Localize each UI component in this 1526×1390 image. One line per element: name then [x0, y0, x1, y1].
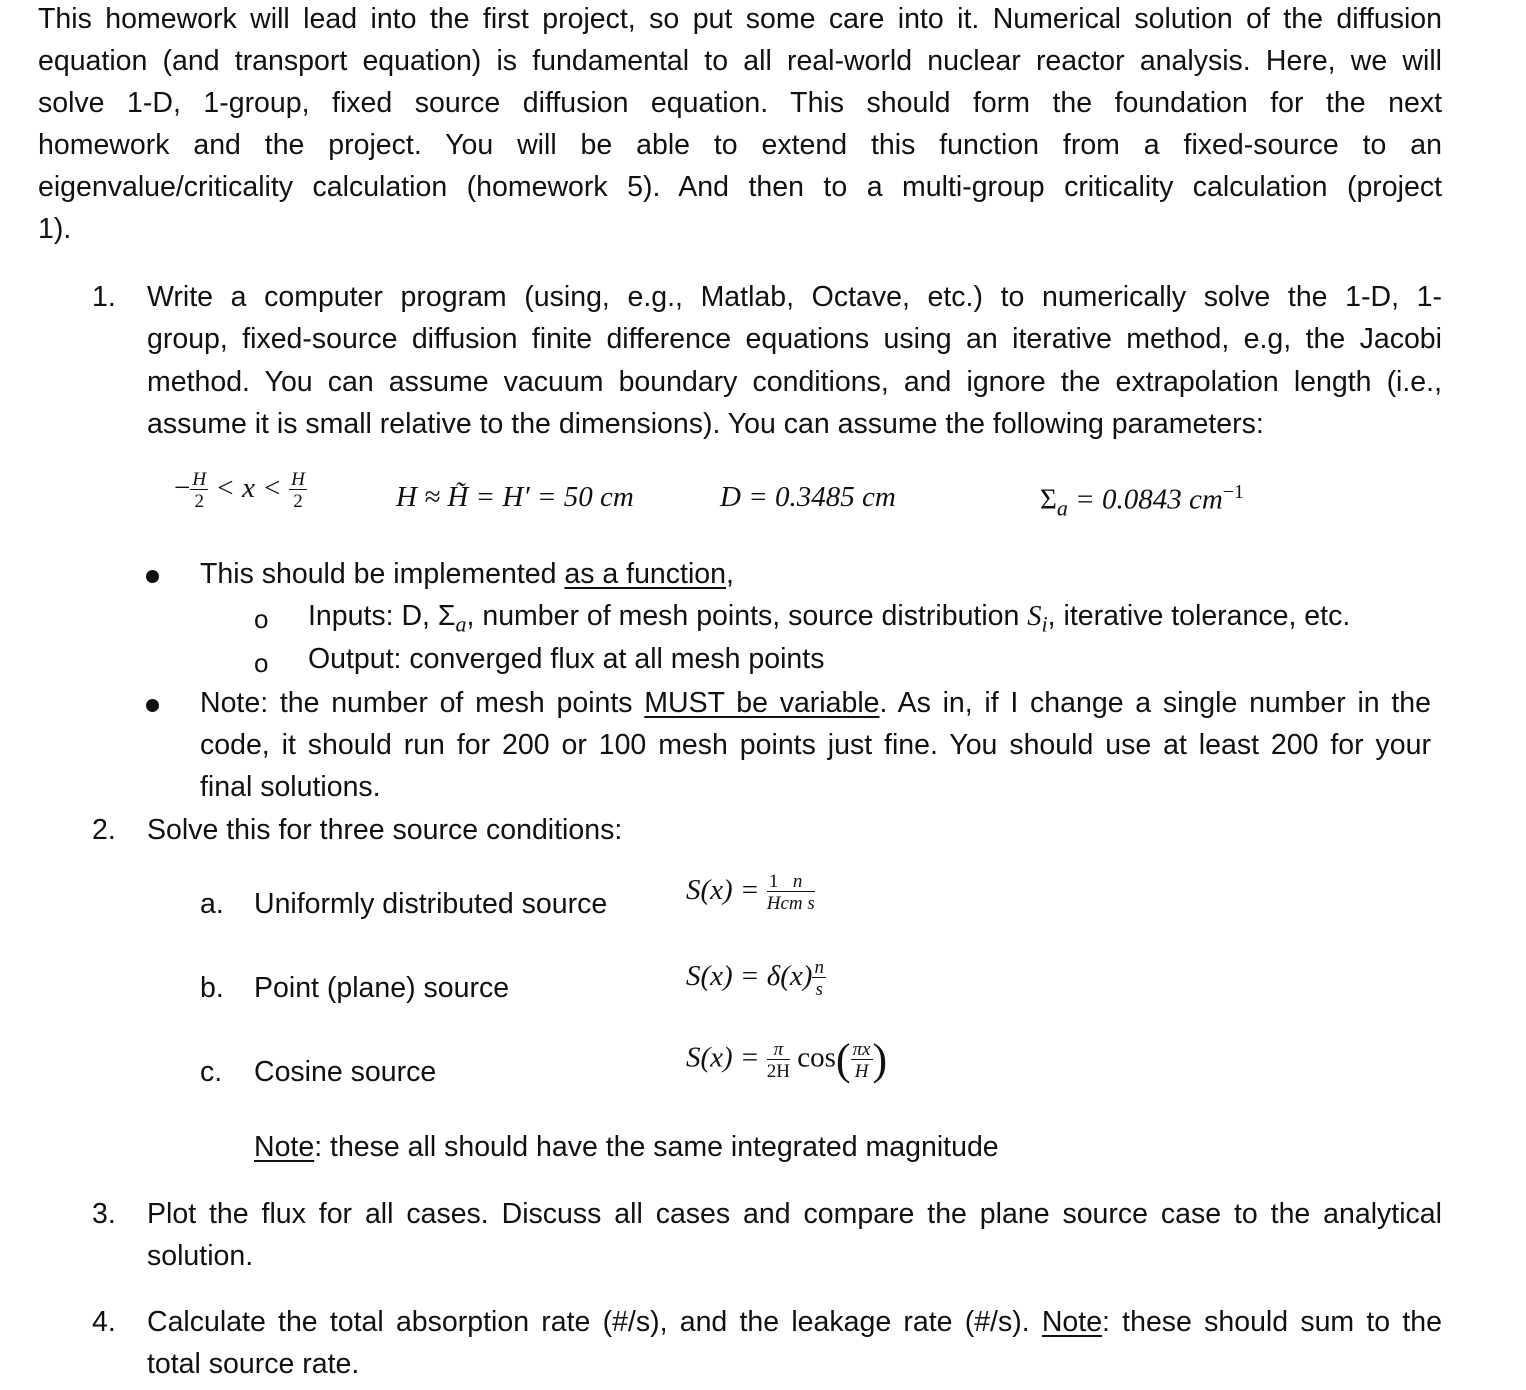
- frac-denominator: H: [854, 1060, 869, 1082]
- delta-function: δ(x): [766, 960, 813, 993]
- note-label: Note: [1041, 1306, 1103, 1338]
- equation-lhs: S(x) =: [686, 1041, 760, 1074]
- uniform-source-equation: [686, 872, 815, 913]
- inputs-text-mid: , number of mesh points, source distribution: [466, 600, 1028, 632]
- item-letter: c.: [200, 1056, 223, 1088]
- inputs-text: Inputs: D, Σ: [308, 600, 456, 632]
- bullet-text: This should be implemented: [200, 558, 565, 590]
- item-label: Uniformly distributed source: [254, 888, 608, 920]
- source-symbol: S: [1027, 601, 1042, 632]
- output-line: Output: converged flux at all mesh points: [308, 643, 825, 675]
- q1-line: group, fixed-source diffusion finite difference equations using an iterative method, e.g, the Jacobi: [147, 323, 1442, 355]
- note-mesh-line: [200, 687, 1431, 720]
- note-mesh-line: final solutions.: [200, 771, 381, 803]
- frac-numerator: 1: [767, 872, 781, 892]
- frac-denominator: cm s: [780, 893, 815, 914]
- question-number: 4.: [92, 1306, 116, 1338]
- cosine-source-equation: S(x) = $\frac{\pi}{2H}$ cos( $\frac{\pi x}{H}$ ): [686, 1035, 888, 1084]
- height-parameter: H ≈ H̃ = H′ = 50 cm: [396, 481, 634, 513]
- circle-bullet-icon: o: [254, 604, 269, 634]
- intro-line: homework and the project. You will be able to extend this function from a fixed-source to an: [38, 129, 1442, 161]
- note-mesh-pre: Note: the number of mesh points: [200, 687, 645, 719]
- bullet-icon: [146, 699, 159, 712]
- q4-line: [147, 1306, 1442, 1339]
- q3-line: solution.: [147, 1240, 254, 1272]
- sigma-subscript: a: [1056, 495, 1068, 521]
- frac-denominator: 2: [293, 491, 303, 512]
- frac-numerator: π: [767, 1040, 790, 1060]
- question-number: 2.: [92, 814, 116, 846]
- frac-denominator: s: [815, 979, 823, 1000]
- q1-line: method. You can assume vacuum boundary conditions, and ignore the extrapolation length (i.e.,: [147, 366, 1442, 398]
- diffusion-coefficient: D = 0.3485 cm: [720, 481, 896, 513]
- intro-line: equation (and transport equation) is fundamental to all real-world nuclear reactor analysis. Here, we will: [38, 45, 1442, 77]
- item-label: Cosine source: [254, 1056, 437, 1088]
- frac-numerator: n: [814, 957, 824, 978]
- sigma-symbol: Σ: [1040, 483, 1057, 516]
- question-number: 1.: [92, 281, 116, 313]
- equation-lhs: S(x) =: [686, 960, 760, 993]
- q3-line: Plot the flux for all cases. Discuss all cases and compare the plane source case to the analytical: [147, 1198, 1442, 1230]
- question-text: Solve this for three source conditions:: [147, 814, 623, 846]
- sigma-exponent: −1: [1222, 481, 1245, 503]
- domain-inequality: [174, 470, 307, 511]
- q1-line: Write a computer program (using, e.g., Matlab, Octave, etc.) to numerically solve the 1-D, 1-: [147, 281, 1442, 313]
- note-label: Note: [254, 1131, 315, 1163]
- intro-line: This homework will lead into the first project, so put some care into it. Numerical solution of the diffusion: [38, 3, 1442, 35]
- item-letter: b.: [200, 972, 224, 1004]
- circle-bullet-icon: o: [254, 648, 269, 678]
- bullet-icon: [146, 570, 159, 583]
- inputs-tail: , iterative tolerance, etc.: [1047, 600, 1351, 632]
- frac-denominator: 2: [194, 491, 204, 512]
- sigma-value: = 0.0843 cm: [1067, 483, 1223, 516]
- intro-line: eigenvalue/criticality calculation (homework 5). And then to a multi-group criticality calculation (project: [38, 171, 1442, 203]
- item-letter: a.: [200, 888, 224, 920]
- point-source-equation: [686, 958, 826, 999]
- source-subscript: i: [1041, 611, 1048, 637]
- q4-line: total source rate.: [147, 1348, 360, 1380]
- frac-denominator: H: [766, 893, 781, 914]
- inputs-subscript: a: [455, 611, 467, 637]
- intro-line: 1).: [38, 213, 72, 245]
- underlined-text: MUST be variable: [644, 687, 880, 719]
- bullet-function-text: [200, 558, 734, 591]
- cos-function: cos: [797, 1041, 836, 1074]
- q1-line: assume it is small relative to the dimensions). You can assume the following parameters:: [147, 408, 1264, 440]
- minus-sign: −: [174, 472, 191, 505]
- absorption-cross-section: [1040, 481, 1244, 521]
- note-mesh-line: code, it should run for 200 or 100 mesh points just fine. You should use at least 200 for your: [200, 729, 1431, 761]
- inputs-line: [308, 600, 1350, 638]
- frac-numerator: πx: [852, 1038, 871, 1060]
- equation-lhs: S(x) =: [686, 874, 760, 907]
- q4-tail: : these should sum to the: [1102, 1306, 1442, 1338]
- bullet-tail: ,: [725, 558, 734, 590]
- frac-denominator: 2H: [766, 1060, 790, 1082]
- note-text: : these all should have the same integrated magnitude: [314, 1131, 999, 1163]
- frac-numerator: H: [291, 469, 305, 490]
- q4-text: Calculate the total absorption rate (#/s), and the leakage rate (#/s).: [147, 1306, 1042, 1338]
- frac-numerator: n: [781, 872, 815, 892]
- intro-line: solve 1-D, 1-group, fixed source diffusion equation. This should form the foundation for the next: [38, 87, 1442, 119]
- question-number: 3.: [92, 1198, 116, 1230]
- source-note: [254, 1131, 999, 1164]
- underlined-text: as a function: [564, 558, 726, 590]
- inequality-middle: < x <: [215, 472, 282, 505]
- note-mesh-post: . As in, if I change a single number in the: [879, 687, 1431, 719]
- item-label: Point (plane) source: [254, 972, 510, 1004]
- frac-numerator: H: [192, 469, 207, 490]
